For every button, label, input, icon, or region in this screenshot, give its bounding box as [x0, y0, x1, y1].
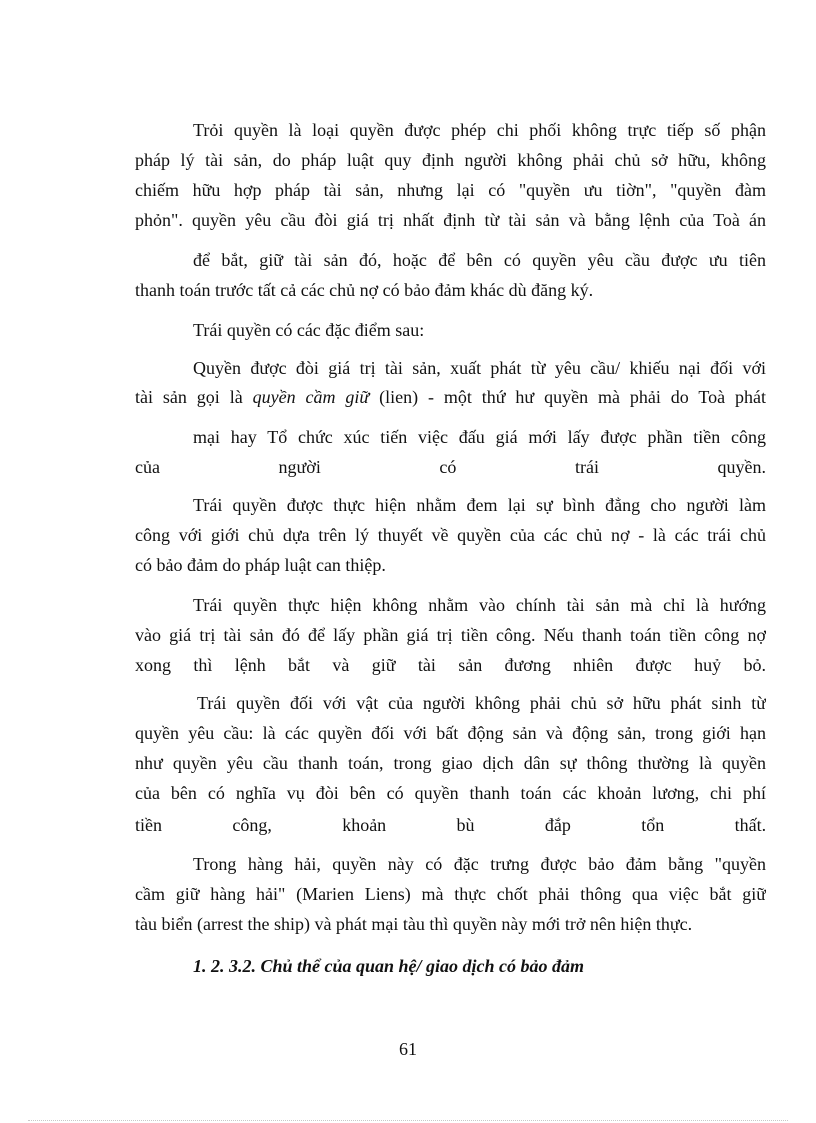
paragraph-7-line: Trong hàng hải, quyền này có đặc trưng được bảo đảm bằng "quyền [193, 854, 766, 874]
word: thất. [734, 815, 766, 835]
paragraph-1-line: chiếm hữu hợp pháp tài sản, nhưng lại có "quyền ưu tiờn", "quyền đàm [135, 180, 766, 200]
word: tổn [641, 815, 665, 835]
paragraph-6-line: của bên có nghĩa vụ đòi bên có quyền thanh toán các khoản lương, chi phí [135, 783, 766, 803]
paragraph-3-line: mại hay Tổ chức xúc tiến việc đấu giá mới lấy được phần tiền công [193, 427, 766, 447]
page-bottom-rule [28, 1120, 788, 1121]
paragraph-3-line: Quyền được đòi giá trị tài sản, xuất phát từ yêu cầu/ khiếu nại đối với [193, 358, 766, 378]
word: khoản [342, 815, 387, 835]
paragraph-5-line: Trái quyền thực hiện không nhằm vào chính tài sản mà chỉ là hướng [193, 595, 766, 615]
paragraph-1-line: Trỏi quyền là loại quyền được phép chi phối không trực tiếp số phận [193, 120, 766, 140]
paragraph-1-line: để bắt, giữ tài sản đó, hoặc để bên có quyền yêu cầu được ưu tiên [193, 250, 766, 270]
italic-term: quyền cầm giữ [252, 387, 370, 407]
word: tiền [135, 815, 162, 835]
paragraph-4-line: Trái quyền được thực hiện nhằm đem lại sự bình đẳng cho người làm [193, 495, 766, 515]
word: trái [574, 457, 599, 477]
paragraph-4-line: công với giới chủ dựa trên lý thuyết về quyền của các chủ nợ - là các trái chủ [135, 525, 766, 545]
word: của [135, 457, 160, 477]
paragraph-1-line: pháp lý tài sản, do pháp luật quy định người không phải chủ sở hữu, không [135, 150, 766, 170]
paragraph-7-line: cầm giữ hàng hải" (Marien Liens) mà thực chốt phải thông qua việc bắt giữ [135, 884, 766, 904]
paragraph-6-line [135, 812, 766, 838]
word: công, [232, 815, 272, 835]
paragraph-7-line: tàu biển (arrest the ship) và phát mại tàu thì quyền này mới trở nên hiện thực. [135, 914, 693, 934]
paragraph-3-text: tài sản gọi là [135, 387, 253, 407]
paragraph-3-text: (lien) - một thứ hư quyền mà phải do Toà phát [369, 387, 766, 407]
paragraph-6-line: như quyền yêu cầu thanh toán, trong giao dịch dân sự thông thường là quyền [135, 753, 766, 773]
paragraph-5-line: xong thì lệnh bắt và giữ tài sản đương nhiên được huỷ bỏ. [135, 655, 766, 675]
paragraph-3-line [135, 384, 766, 410]
word: có [439, 457, 457, 477]
paragraph-6-line: quyền yêu cầu: là các quyền đối với bất động sản và động sản, trong giới hạn [135, 723, 766, 743]
paragraph-4-line: có bảo đảm do pháp luật can thiệp. [135, 555, 386, 575]
paragraph-5-line: vào giá trị tài sản đó để lấy phần giá trị tiền công. Nếu thanh toán tiền công nợ [135, 625, 766, 645]
section-heading: 1. 2. 3.2. Chủ thể của quan hệ/ giao dịch có bảo đảm [193, 956, 585, 976]
paragraph-2-line: Trái quyền có các đặc điểm sau: [193, 320, 425, 340]
paragraph-1-line: phỏn". quyền yêu cầu đòi giá trị nhất định từ tài sản và bằng lệnh của Toà án [135, 210, 766, 230]
word: quyền. [717, 457, 766, 477]
paragraph-6-line: Trái quyền đối với vật của người không phải chủ sở hữu phát sinh từ [197, 693, 766, 713]
word: bù [456, 815, 475, 835]
paragraph-3-line [135, 454, 766, 480]
page-number: 61 [399, 1039, 417, 1059]
word: người [278, 457, 321, 477]
word: đắp [544, 815, 571, 835]
paragraph-1-line: thanh toán trước tất cả các chủ nợ có bảo đảm khác dù đăng ký. [135, 280, 594, 300]
